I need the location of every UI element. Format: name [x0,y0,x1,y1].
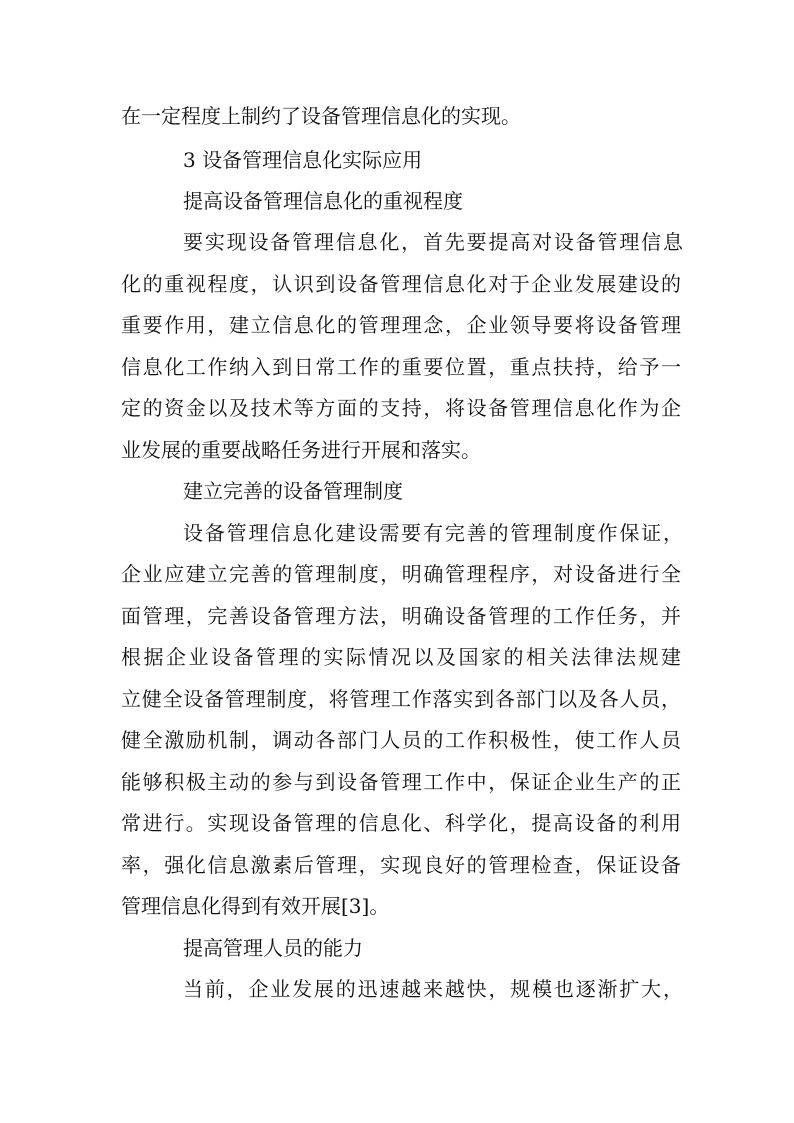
text-line: 在一定程度上制约了设备管理信息化的实现。 [121,104,521,128]
text-line: 重要作用，建立信息化的管理理念，企业领导要将设备管理 [121,313,681,337]
text-line: 设备管理信息化建设需要有完善的管理制度作保证， [183,521,683,545]
text-line: 根据企业设备管理的实际情况以及国家的相关法律法规建 [121,645,681,669]
text-line: 率，强化信息激素后管理，实现良好的管理检查，保证设备 [121,853,681,877]
text-line: 常进行。实现设备管理的信息化、科学化，提高设备的利用 [121,811,681,835]
text-line: 当前，企业发展的迅速越来越快，规模也逐渐扩大， [183,977,683,1001]
section-heading: 3 设备管理信息化实际应用 [183,148,423,172]
text-line: 信息化工作纳入到日常工作的重要位置，重点扶持，给予一 [121,355,681,379]
text-line: 要实现设备管理信息化，首先要提高对设备管理信息 [183,230,683,254]
text-line: 定的资金以及技术等方面的支持，将设备管理信息化作为企 [121,396,681,420]
subsection-heading: 提高设备管理信息化的重视程度 [183,189,463,213]
subsection-heading: 建立完善的设备管理制度 [183,479,403,503]
text-line: 企业应建立完善的管理制度，明确管理程序，对设备进行全 [121,562,681,586]
text-line: 健全激励机制，调动各部门人员的工作积极性，使工作人员 [121,728,681,752]
text-line: 能够积极主动的参与到设备管理工作中，保证企业生产的正 [121,770,681,794]
text-line: 立健全设备管理制度，将管理工作落实到各部门以及各人员， [121,687,681,711]
text-line: 业发展的重要战略任务进行开展和落实。 [121,438,481,462]
text-line: 面管理，完善设备管理方法，明确设备管理的工作任务，并 [121,604,681,628]
subsection-heading: 提高管理人员的能力 [183,936,363,960]
text-line: 管理信息化得到有效开展[3]。 [121,894,390,918]
text-line: 化的重视程度，认识到设备管理信息化对于企业发展建设的 [121,272,681,296]
